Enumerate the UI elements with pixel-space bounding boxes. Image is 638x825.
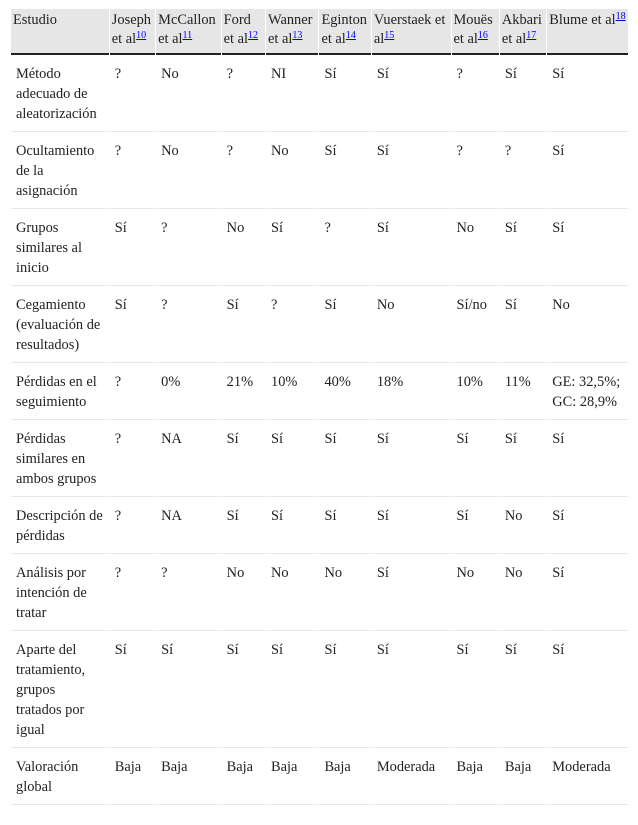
row-criterion-label: Grupos similares al inicio xyxy=(11,210,109,286)
row-criterion-label: Valoración global xyxy=(11,749,109,805)
table-cell: No xyxy=(266,555,318,631)
table-cell: No xyxy=(500,498,546,554)
table-cell: No xyxy=(500,555,546,631)
table-cell: ? xyxy=(222,133,265,209)
author-name: Akbari et al xyxy=(501,12,542,47)
reference-link[interactable]: 10 xyxy=(136,30,147,41)
quality-assessment-table xyxy=(10,8,629,806)
table-cell: Sí xyxy=(547,210,628,286)
table-cell: Baja xyxy=(500,749,546,805)
table-row xyxy=(11,56,628,132)
table-cell: ? xyxy=(156,555,221,631)
table-cell: Sí xyxy=(372,421,451,497)
row-criterion-label: Ocultamiento de la asignación xyxy=(11,133,109,209)
table-cell: Moderada xyxy=(372,749,451,805)
table-cell: Sí xyxy=(372,56,451,132)
reference-link[interactable]: 18 xyxy=(615,11,626,22)
table-cell: NI xyxy=(266,56,318,132)
table-row xyxy=(11,364,628,420)
reference-link[interactable]: 13 xyxy=(292,30,303,41)
table-cell: ? xyxy=(452,133,499,209)
table-cell: Sí xyxy=(547,498,628,554)
table-cell: Sí xyxy=(222,287,265,363)
table-cell: Sí xyxy=(500,287,546,363)
reference-link[interactable]: 16 xyxy=(477,30,488,41)
table-cell: Sí xyxy=(547,555,628,631)
author-name: Ford et al xyxy=(223,12,251,47)
table-cell: Sí xyxy=(372,133,451,209)
table-row xyxy=(11,287,628,363)
table-cell: Sí xyxy=(222,421,265,497)
author-name: Blume et al xyxy=(549,12,616,28)
reference-link[interactable]: 17 xyxy=(526,30,537,41)
table-cell: No xyxy=(222,210,265,286)
table-cell: No xyxy=(319,555,370,631)
table-cell: 11% xyxy=(500,364,546,420)
table-cell: Sí xyxy=(372,498,451,554)
table-cell: Baja xyxy=(110,749,155,805)
table-cell: No xyxy=(266,133,318,209)
table-cell: Sí xyxy=(266,210,318,286)
table-cell: 10% xyxy=(452,364,499,420)
table-cell: No xyxy=(452,210,499,286)
table-cell: NA xyxy=(156,421,221,497)
column-header-author xyxy=(156,9,221,55)
table-row xyxy=(11,133,628,209)
table-cell: Sí xyxy=(372,210,451,286)
table-cell: Sí xyxy=(222,632,265,748)
table-cell: NA xyxy=(156,498,221,554)
table-cell: Baja xyxy=(222,749,265,805)
table-cell: Moderada xyxy=(547,749,628,805)
table-cell: Sí xyxy=(110,287,155,363)
author-name: McCallon et al xyxy=(158,12,216,47)
table-cell: Sí xyxy=(452,498,499,554)
row-criterion-label: Pérdidas similares en ambos grupos xyxy=(11,421,109,497)
header-row xyxy=(11,9,628,55)
table-cell: Sí xyxy=(156,632,221,748)
table-row xyxy=(11,421,628,497)
table-cell: Sí/no xyxy=(452,287,499,363)
table-row xyxy=(11,749,628,805)
column-header-author xyxy=(500,9,546,55)
table-cell: ? xyxy=(156,287,221,363)
table-cell: ? xyxy=(110,133,155,209)
table-cell: ? xyxy=(110,421,155,497)
table-row xyxy=(11,555,628,631)
table-cell: ? xyxy=(110,555,155,631)
reference-link[interactable]: 14 xyxy=(345,30,356,41)
table-cell: Sí xyxy=(319,133,370,209)
column-header-study: Estudio xyxy=(11,9,109,55)
table-cell: ? xyxy=(110,56,155,132)
table-cell: GE: 32,5%; GC: 28,9% xyxy=(547,364,628,420)
table-cell: Baja xyxy=(452,749,499,805)
table-cell: No xyxy=(222,555,265,631)
table-cell: Baja xyxy=(319,749,370,805)
author-name: Wanner et al xyxy=(268,12,313,47)
table-cell: Sí xyxy=(547,632,628,748)
reference-link[interactable]: 12 xyxy=(248,30,259,41)
row-criterion-label: Aparte del tratamiento, grupos tratados por igual xyxy=(11,632,109,748)
table-cell: 0% xyxy=(156,364,221,420)
table-cell: Sí xyxy=(372,632,451,748)
table-cell: No xyxy=(156,133,221,209)
table-cell: Sí xyxy=(319,287,370,363)
table-cell: Sí xyxy=(319,56,370,132)
table-cell: 21% xyxy=(222,364,265,420)
column-header-author xyxy=(266,9,318,55)
table-cell: Sí xyxy=(266,498,318,554)
author-name: Mouës et al xyxy=(453,12,493,47)
table-cell: 40% xyxy=(319,364,370,420)
author-name: Eginton et al xyxy=(321,12,368,47)
table-row xyxy=(11,210,628,286)
table-cell: Sí xyxy=(500,56,546,132)
row-criterion-label: Cegamiento (evaluación de resultados) xyxy=(11,287,109,363)
table-cell: Sí xyxy=(547,133,628,209)
table-cell: Sí xyxy=(319,498,370,554)
table-row xyxy=(11,498,628,554)
table-cell: ? xyxy=(319,210,370,286)
table-cell: Baja xyxy=(156,749,221,805)
table-cell: Sí xyxy=(452,421,499,497)
table-cell: Sí xyxy=(500,421,546,497)
row-criterion-label: Pérdidas en el seguimiento xyxy=(11,364,109,420)
column-header-author xyxy=(319,9,370,55)
column-header-author xyxy=(547,9,628,55)
column-header-author xyxy=(222,9,265,55)
table-body xyxy=(11,56,628,805)
author-name: Joseph et al xyxy=(111,12,151,47)
table-cell: Sí xyxy=(266,421,318,497)
table-cell: Baja xyxy=(266,749,318,805)
table-cell: ? xyxy=(222,56,265,132)
table-cell: Sí xyxy=(110,210,155,286)
table-cell: Sí xyxy=(500,632,546,748)
table-cell: ? xyxy=(266,287,318,363)
table-cell: No xyxy=(547,287,628,363)
table-cell: Sí xyxy=(452,632,499,748)
table-cell: ? xyxy=(452,56,499,132)
row-criterion-label: Método adecuado de aleatorización xyxy=(11,56,109,132)
table-cell: No xyxy=(452,555,499,631)
table-cell: Sí xyxy=(110,632,155,748)
table-cell: 10% xyxy=(266,364,318,420)
table-cell: No xyxy=(156,56,221,132)
author-name: Vuerstaek et al xyxy=(373,12,446,47)
table-cell: ? xyxy=(156,210,221,286)
table-cell: Sí xyxy=(319,421,370,497)
column-header-author xyxy=(110,9,155,55)
table-cell: Sí xyxy=(266,632,318,748)
row-criterion-label: Análisis por intención de tratar xyxy=(11,555,109,631)
reference-link[interactable]: 11 xyxy=(182,30,193,41)
table-cell: Sí xyxy=(500,210,546,286)
table-cell: ? xyxy=(110,364,155,420)
table-cell: Sí xyxy=(319,632,370,748)
column-header-author xyxy=(452,9,499,55)
table-cell: Sí xyxy=(372,555,451,631)
table-cell: 18% xyxy=(372,364,451,420)
table-cell: No xyxy=(372,287,451,363)
reference-link[interactable]: 15 xyxy=(384,30,395,41)
table-cell: ? xyxy=(500,133,546,209)
table-cell: Sí xyxy=(547,421,628,497)
table-row xyxy=(11,632,628,748)
table-cell: Sí xyxy=(222,498,265,554)
column-header-author xyxy=(372,9,451,55)
row-criterion-label: Descripción de pérdidas xyxy=(11,498,109,554)
table-cell: ? xyxy=(110,498,155,554)
table-cell: Sí xyxy=(547,56,628,132)
